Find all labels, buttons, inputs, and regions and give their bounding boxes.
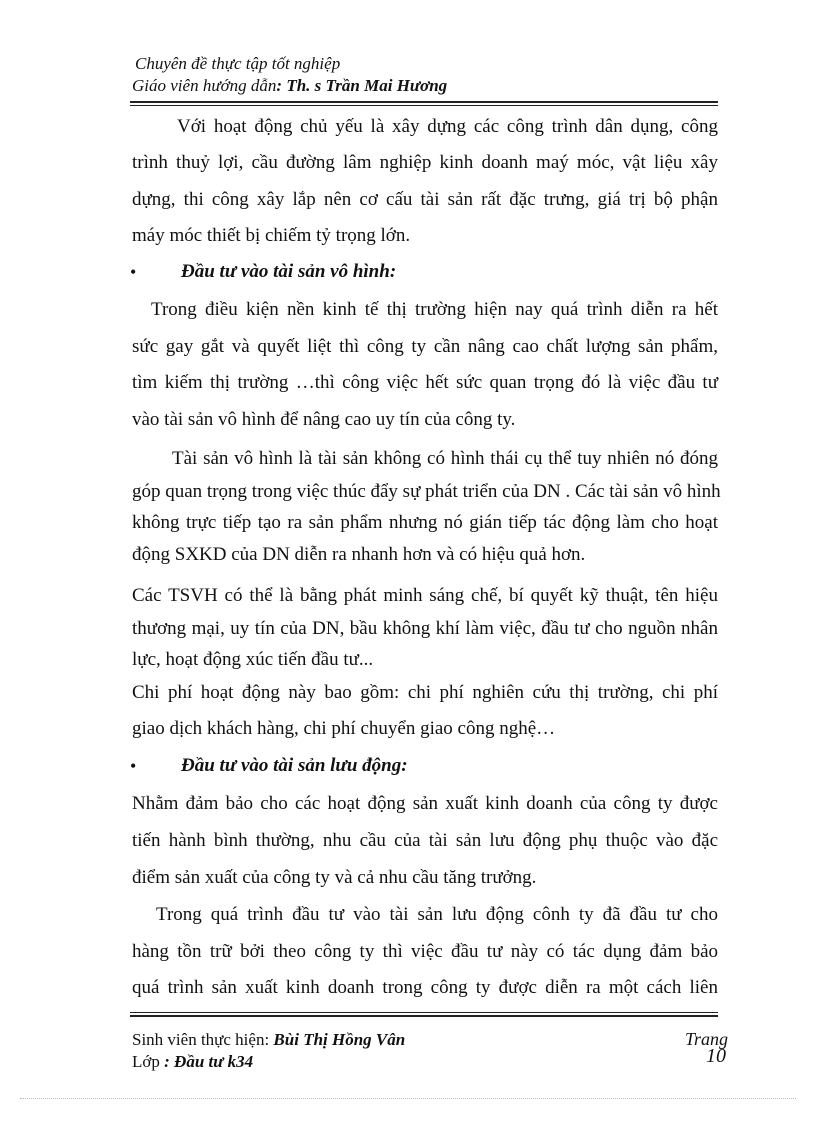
paragraph-line: Nhằm đảm bảo cho các hoạt động sản xuất kinh doanh của công ty được [132, 793, 718, 814]
paragraph-line: dựng, thi công xây lắp nên cơ cấu tài sản rất đặc trưng, giá trị bộ phận [132, 189, 718, 210]
paragraph-line: Trong quá trình đầu tư vào tài sản lưu động cônh ty đã đầu tư cho [156, 904, 718, 925]
student-name: Bùi Thị Hồng Vân [273, 1030, 406, 1049]
paragraph-line: Tài sản vô hình là tài sản không có hình thái cụ thể tuy nhiên nó đóng [172, 448, 718, 469]
paragraph-line: điểm sản xuất của công ty và cả nhu cầu tăng trưởng. [132, 867, 537, 888]
advisor-name: : Th. s Trần Mai Hương [276, 76, 448, 95]
paragraph-line: Với hoạt động chủ yếu là xây dựng các công trình dân dụng, công [177, 116, 718, 137]
page-bottom-dotted-divider [20, 1098, 796, 1099]
paragraph-line: giao dịch khách hàng, chi phí chuyển giao công nghệ… [132, 718, 556, 739]
paragraph-line: thương mại, uy tín của DN, bầu không khí làm việc, đầu tư cho nguồn nhân [132, 618, 718, 639]
paragraph-line: tiến hành bình thường, nhu cầu của tài sản lưu động phụ thuộc vào đặc [132, 830, 718, 851]
bullet-icon: • [130, 756, 137, 776]
footer-rule-thin [130, 1012, 718, 1013]
page-number: 10 [706, 1045, 726, 1067]
footer-rule-thick [130, 1015, 718, 1017]
header-rule-thick [130, 101, 718, 103]
paragraph-line: góp quan trọng trong việc thúc đẩy sự phát triển của DN . Các tài sản vô hình [132, 481, 721, 502]
paragraph-line: động SXKD của DN diễn ra nhanh hơn và có hiệu quả hơn. [132, 544, 586, 565]
page-label: Trang [684, 1029, 728, 1049]
section-heading: Đầu tư vào tài sản vô hình: [181, 261, 397, 282]
paragraph-line: vào tài sản vô hình để nâng cao uy tín của công ty. [132, 409, 516, 430]
paragraph-line: sức gay gắt và quyết liệt thì công ty cần nâng cao chất lượng sản phẩm, [132, 336, 718, 357]
paragraph-line: không trực tiếp tạo ra sản phẩm nhưng nó gián tiếp tác động làm cho hoạt [132, 512, 718, 533]
paragraph-line: hàng tồn trữ bởi theo công ty thì việc đầu tư này có tác dụng đảm bảo [132, 941, 718, 962]
student-line [132, 1030, 405, 1050]
paragraph-line: lực, hoạt động xúc tiến đầu tư... [132, 649, 374, 670]
advisor-line [132, 75, 447, 97]
paragraph-line: Chi phí hoạt động này bao gồm: chi phí nghiên cứu thị trường, chi phí [132, 682, 718, 703]
paragraph-line: quá trình sản xuất kinh doanh trong công ty được diễn ra một cách liên [132, 977, 718, 998]
header-rule-thin [130, 105, 718, 106]
report-topic: Chuyên đề thực tập tốt nghiệp [135, 54, 341, 73]
class-label: Lớp [132, 1052, 160, 1071]
class-name: : Đầu tư k34 [164, 1052, 254, 1071]
paragraph-line: trình thuỷ lợi, cầu đường lâm nghiệp kinh doanh maý móc, vật liệu xây [132, 152, 718, 173]
bullet-icon: • [130, 262, 137, 282]
student-label: Sinh viên thực hiện: [132, 1030, 270, 1049]
paragraph-line: Các TSVH có thể là bằng phát minh sáng chế, bí quyết kỹ thuật, tên hiệu [132, 585, 718, 606]
paragraph-line: Trong điều kiện nền kinh tế thị trường hiện nay quá trình diễn ra hết [151, 299, 718, 320]
class-line [132, 1052, 253, 1072]
advisor-label: Giáo viên hướng dẫn [132, 76, 277, 95]
section-heading: Đầu tư vào tài sản lưu động: [181, 755, 408, 776]
paragraph-line: tìm kiếm thị trường …thì công việc hết sức quan trọng đó là việc đầu tư [132, 372, 718, 393]
paragraph-line: máy móc thiết bị chiếm tỷ trọng lớn. [132, 225, 411, 246]
